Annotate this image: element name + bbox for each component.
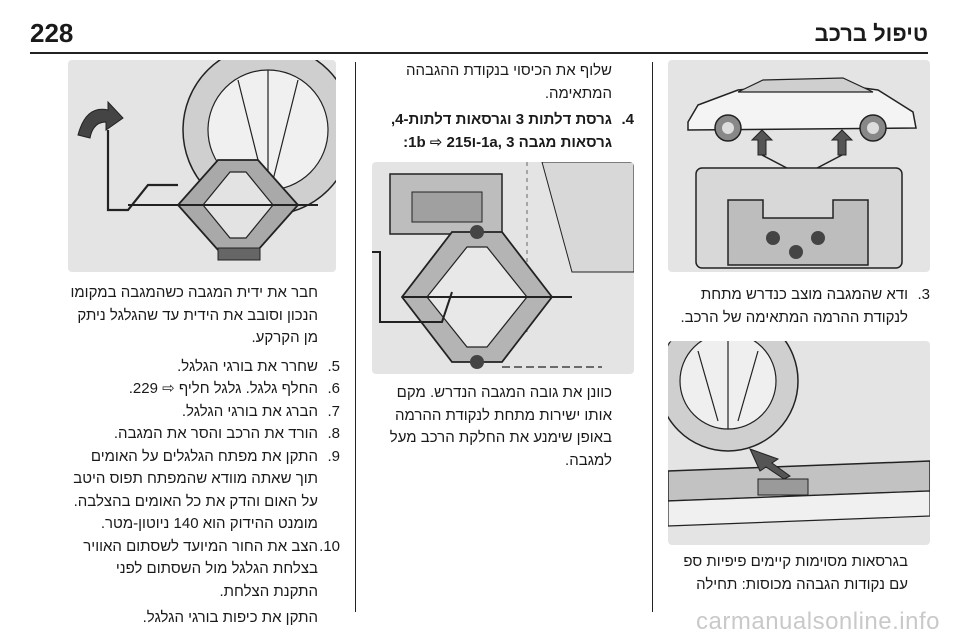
caption-text: חבר את ידית המגבה כשהמגבה במקומו הנכון וסובב את הידית עד שהגלגל ניתק מן הקרקע. <box>70 284 318 346</box>
left-column <box>68 60 340 630</box>
step-10 <box>68 536 340 604</box>
step-number: 5. <box>327 357 340 375</box>
step-text: החלף גלגל. גלגל חליף ⇨ 229. <box>128 380 318 397</box>
step-number: 8. <box>327 425 340 442</box>
column-divider <box>652 62 653 612</box>
right-column <box>668 60 930 596</box>
step-number: 7. <box>327 402 340 420</box>
step-number: 6. <box>327 380 340 397</box>
figure-covered-jack-point <box>668 341 930 545</box>
caption-text: כוונן את גובה המגבה הנדרש. מקם אותו ישירות מתחת לנקודת ההרמה באופן שימנע את החלקת הרכב מעל למגבה. <box>389 384 612 469</box>
step-number: 9. <box>327 447 340 465</box>
step-text: הורד את הרכב והסר את המגבה. <box>113 425 318 442</box>
final-text: התקן את כיפות בורגי הגלגל. <box>142 609 318 626</box>
step-number: 4. <box>621 111 634 128</box>
figure-car-jack-points <box>668 60 930 272</box>
step-text: הברג את בורגי הגלגל. <box>181 402 318 420</box>
running-title: טיפול ברכב <box>814 21 928 46</box>
page-header <box>30 18 928 54</box>
middle-column <box>372 60 634 472</box>
step-text: הצב את החור המיועד לשסתום האוויר בצלחת הגלגל מול השסתום לפני התקנת הצלחת. <box>83 537 318 600</box>
step-5 <box>68 356 340 379</box>
page-number: 228 <box>30 18 74 48</box>
step-number: 3. <box>917 286 930 303</box>
column-divider <box>355 62 356 612</box>
watermark: carmanualsonline.info <box>696 608 940 635</box>
step-3 <box>668 284 930 329</box>
figure-jack-under-point <box>372 162 634 374</box>
step-4 <box>372 109 634 154</box>
step-text: התקן את מפתח הגלגלים על האומים תוך שאתה מוודא שהמפתח תפוס היטב על האום והדק את כל האומים בהצלבה. מומנט ההידוק הוא 140 ניוטון-מטר. <box>73 447 318 532</box>
figure-crank-handle <box>68 60 336 272</box>
step-number: 10. <box>319 537 340 555</box>
step-6 <box>68 378 340 401</box>
step-9 <box>68 446 340 536</box>
step-text: שחרר את בורגי הגלגל. <box>177 357 318 375</box>
step-7 <box>68 401 340 424</box>
step-8 <box>68 423 340 446</box>
caption-text: בגרסאות מסוימות קיימים פיפיות ספ עם נקודות הגבהה מכוסות: תחילה <box>683 553 908 593</box>
intro-text: שלוף את הכיסוי בנקודת ההגבהה המתאימה. <box>405 62 612 102</box>
step-text: ודא שהמגבה מוצב כנדרש מתחת לנקודת ההרמה המתאימה של הרכב. <box>680 286 908 326</box>
step-text: גרסת דלתות 3 וגרסאות דלתות-4, גרסאות מגבה 1a, 3-ו1b ⇨ 215: <box>390 111 612 151</box>
